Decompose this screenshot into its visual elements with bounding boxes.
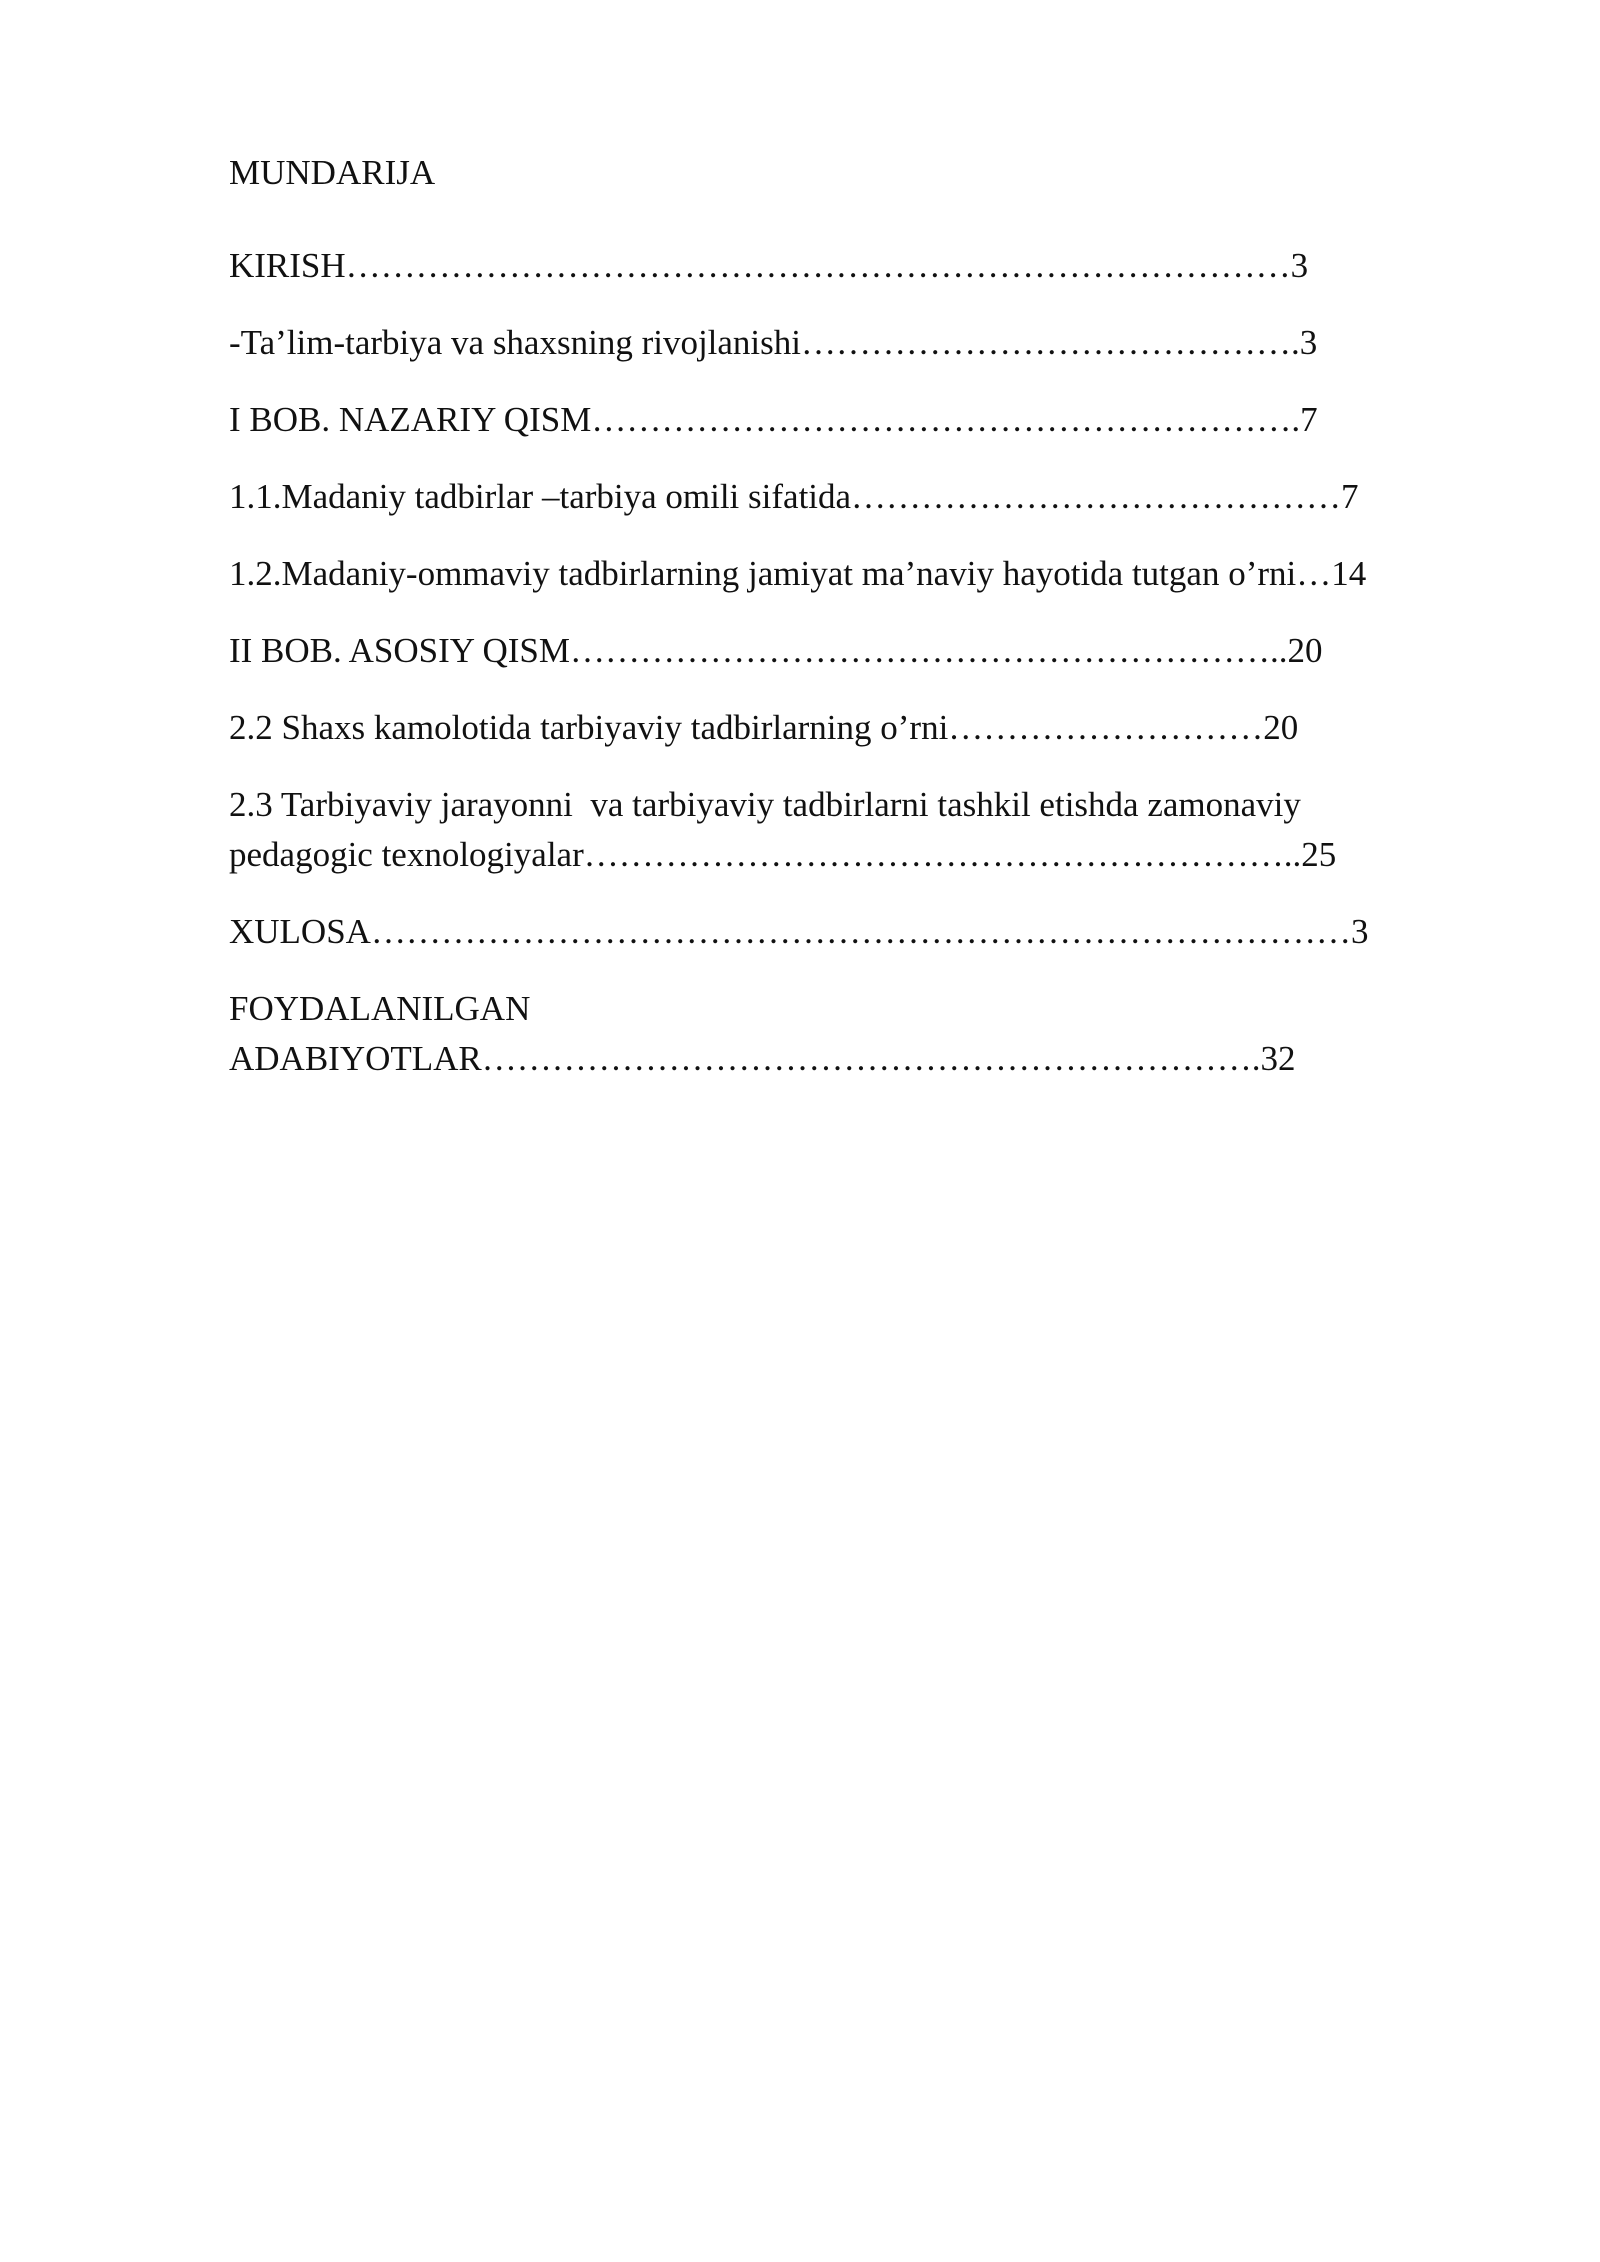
toc-entry-section-2-3: 2.3 Tarbiyaviy jarayonni va tarbiyaviy tadbirlarni tashkil etishda zamonaviy pedagogic texnologiyalar……………………………………………………..25: [229, 785, 1337, 874]
table-of-contents: [229, 148, 1489, 1084]
toc-entry-talim-tarbiya: -Ta’lim-tarbiya va shaxsning rivojlanishi…………………………………….3: [229, 323, 1318, 362]
toc-entry-section-2-2: 2.2 Shaxs kamolotida tarbiyaviy tadbirlarning o’rni………………………20: [229, 708, 1299, 747]
toc-entry-kirish: KIRISH………………………………………………………………………3: [229, 246, 1309, 285]
toc-entry-chapter-2: II BOB. ASOSIY QISM……………………………………………………..20: [229, 631, 1323, 670]
toc-entry-xulosa: XULOSA…………………………………………………………………………3: [229, 912, 1369, 951]
toc-entry-section-1-1: 1.1.Madaniy tadbirlar –tarbiya omili sifatida……………………………………7: [229, 477, 1359, 516]
toc-entry-chapter-1: I BOB. NAZARIY QISM…………………………………………………….7: [229, 400, 1318, 439]
toc-heading: MUNDARIJA: [229, 153, 436, 192]
toc-entry-references: FOYDALANILGAN ADABIYOTLAR………………………………………………………….32: [229, 989, 1296, 1078]
toc-list: [229, 241, 1489, 1084]
toc-entry-section-1-2: 1.2.Madaniy-ommaviy tadbirlarning jamiyat ma’naviy hayotida tutgan o’rni…14: [229, 554, 1367, 593]
